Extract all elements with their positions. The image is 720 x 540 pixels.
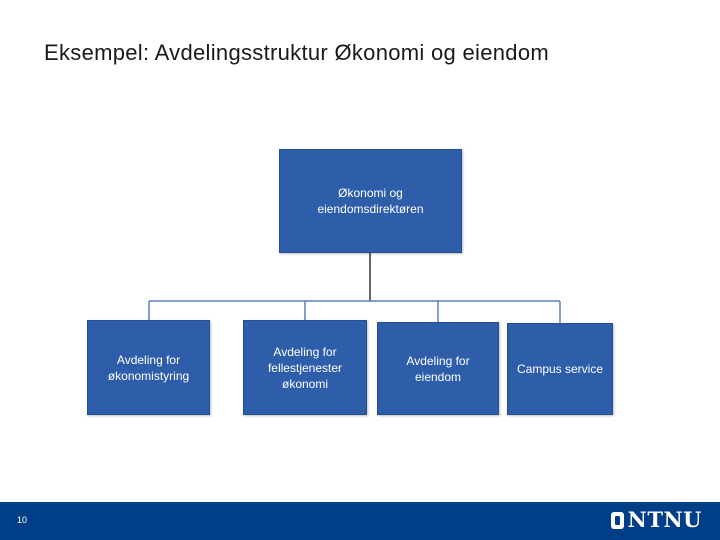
slide-title: Eksempel: Avdelingsstruktur Økonomi og eiendom — [44, 40, 549, 65]
org-box-okonomistyring-label: Avdeling for økonomistyring — [107, 352, 190, 383]
org-box-root-label: Økonomi og eiendomsdirektøren — [317, 186, 424, 216]
org-box-fellestjenester-label: Avdeling for fellestjenester økonomi — [267, 344, 343, 391]
org-box-fellestjenester — [243, 320, 367, 415]
org-box-campus-service-label: Campus service — [516, 362, 604, 376]
ntnu-logo-mark-icon — [611, 512, 624, 529]
org-box-campus-service — [507, 323, 613, 415]
org-box-eiendom-label: Avdeling for eiendom — [406, 353, 470, 384]
org-box-root — [279, 149, 462, 253]
ntnu-logo-text: NTNU — [627, 507, 702, 532]
page-number: 10 — [17, 515, 28, 525]
footer-bar — [0, 502, 720, 540]
ntnu-logo — [611, 509, 702, 531]
org-box-eiendom — [377, 322, 499, 415]
org-box-okonomistyring — [87, 320, 210, 415]
